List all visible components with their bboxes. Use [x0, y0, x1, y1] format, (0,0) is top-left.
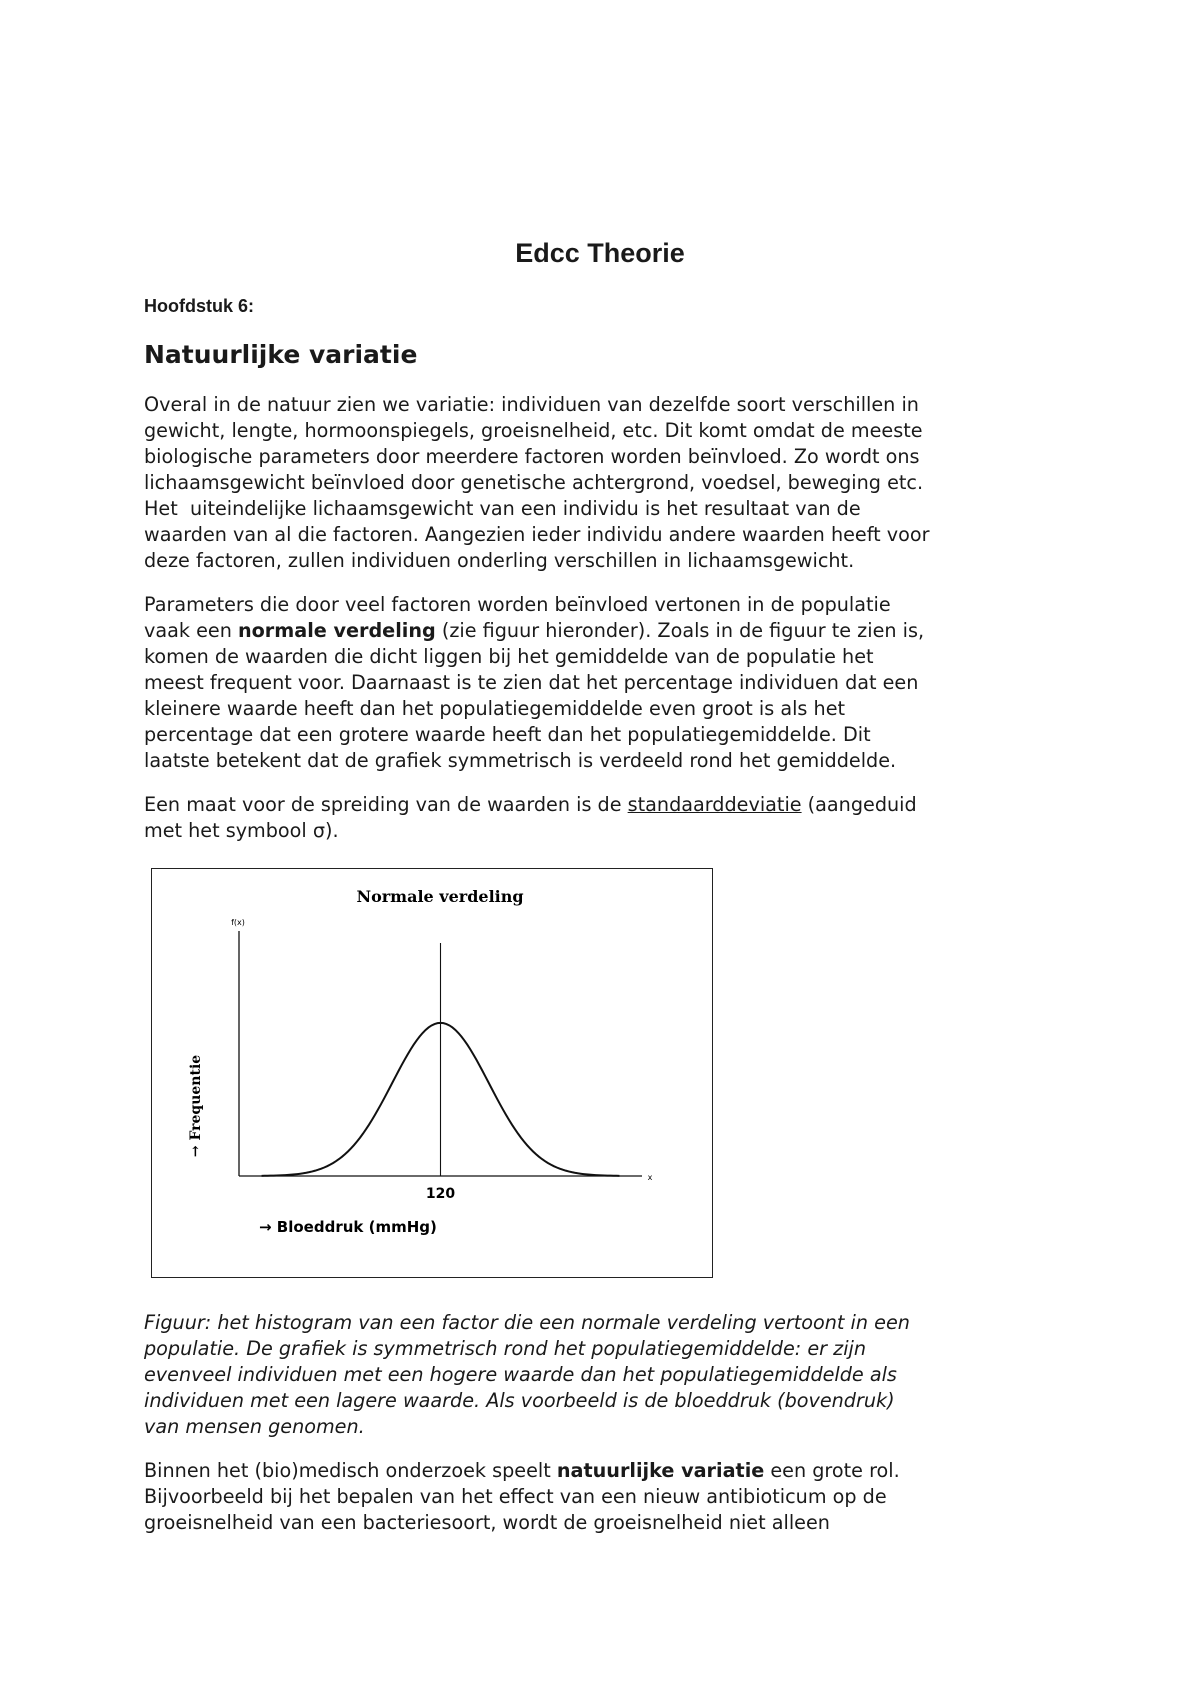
paragraph-line: gewicht, lengte, hormoonspiegels, groeisnelheid, etc. Dit komt omdat de meeste — [144, 419, 923, 442]
text-run: vaak een — [144, 619, 238, 642]
x-tick-label-120: 120 — [425, 1186, 456, 1202]
normal-distribution-figure — [151, 868, 713, 1278]
caption-line: van mensen genomen. — [144, 1415, 365, 1438]
paragraph-line: percentage dat een grotere waarde heeft dan het populatiegemiddelde. Dit — [144, 723, 871, 746]
paragraph-line: laatste betekent dat de grafiek symmetrisch is verdeeld rond het gemiddelde. — [144, 749, 897, 772]
paragraph-line — [144, 792, 1064, 818]
paragraph-line: Overal in de natuur zien we variatie: individuen van dezelfde soort verschillen in — [144, 393, 919, 416]
term-natuurlijke-variatie: natuurlijke variatie — [556, 1459, 765, 1482]
text-run: een grote rol. — [764, 1459, 900, 1482]
paragraph-standard-deviation — [144, 792, 1064, 844]
paragraph-biomedical — [144, 1458, 1064, 1536]
paragraph-line: kleinere waarde heeft dan het populatiegemiddelde even groot is als het — [144, 697, 846, 720]
term-normale-verdeling: normale verdeling — [237, 619, 436, 642]
paragraph-line: groeisnelheid van een bacteriesoort, wordt de groeisnelheid niet alleen — [144, 1511, 830, 1534]
text-run: (aangeduid — [801, 793, 917, 816]
x-axis-label: → Bloeddruk (mmHg) — [259, 1218, 437, 1236]
caption-line: populatie. De grafiek is symmetrisch rond het populatiegemiddelde: er zijn — [144, 1337, 867, 1360]
paragraph-normal-distribution — [144, 592, 1064, 774]
paragraph-line: Parameters die door veel factoren worden beïnvloed vertonen in de populatie — [144, 593, 891, 616]
text-run: (zie figuur hieronder). Zoals in de figuur te zien is, — [435, 619, 925, 642]
paragraph-line: biologische parameters door meerdere factoren worden beïnvloed. Zo wordt ons — [144, 445, 920, 468]
document-title: Edcc Theorie — [515, 238, 685, 268]
caption-line: evenveel individuen met een hogere waarde dan het populatiegemiddelde als — [144, 1363, 897, 1386]
paragraph-line: Bijvoorbeeld bij het bepalen van het effect van een nieuw antibioticum op de — [144, 1485, 887, 1508]
section-heading: Natuurlijke variatie — [144, 340, 418, 369]
paragraph-line: lichaamsgewicht beïnvloed door genetische achtergrond, voedsel, beweging etc. — [144, 471, 924, 494]
caption-line: individuen met een lagere waarde. Als voorbeeld is de bloeddruk (bovendruk) — [144, 1389, 895, 1412]
paragraph-line: waarden van al die factoren. Aangezien ieder individu andere waarden heeft voor — [144, 523, 930, 546]
standaarddeviatie-link[interactable]: standaarddeviatie — [627, 793, 802, 816]
y-axis-top-label: f(x) — [231, 918, 245, 927]
x-axis-end-label: x — [647, 1173, 653, 1182]
y-axis-label: → Frequentie — [188, 1054, 204, 1158]
caption-line: Figuur: het histogram van een factor die een normale verdeling vertoont in een — [144, 1311, 910, 1334]
paragraph-variation-intro — [144, 392, 1064, 574]
text-run: Een maat voor de spreiding van de waarden is de — [144, 793, 628, 816]
paragraph-line: meest frequent voor. Daarnaast is te zien dat het percentage individuen dat een — [144, 671, 919, 694]
paragraph-line: met het symbool σ). — [144, 819, 339, 842]
paragraph-line: komen de waarden die dicht liggen bij het gemiddelde van de populatie het — [144, 645, 874, 668]
figure-caption — [144, 1310, 1064, 1440]
normal-distribution-chart — [152, 869, 714, 1279]
paragraph-line: deze factoren, zullen individuen onderling verschillen in lichaamsgewicht. — [144, 549, 855, 572]
chart-title: Normale verdeling — [356, 887, 524, 906]
paragraph-line — [144, 1458, 1064, 1484]
text-run: Binnen het (bio)medisch onderzoek speelt — [144, 1459, 557, 1482]
chapter-label: Hoofdstuk 6: — [144, 296, 254, 316]
paragraph-line: Het uiteindelijke lichaamsgewicht van een individu is het resultaat van de — [144, 497, 861, 520]
paragraph-line — [144, 618, 1064, 644]
